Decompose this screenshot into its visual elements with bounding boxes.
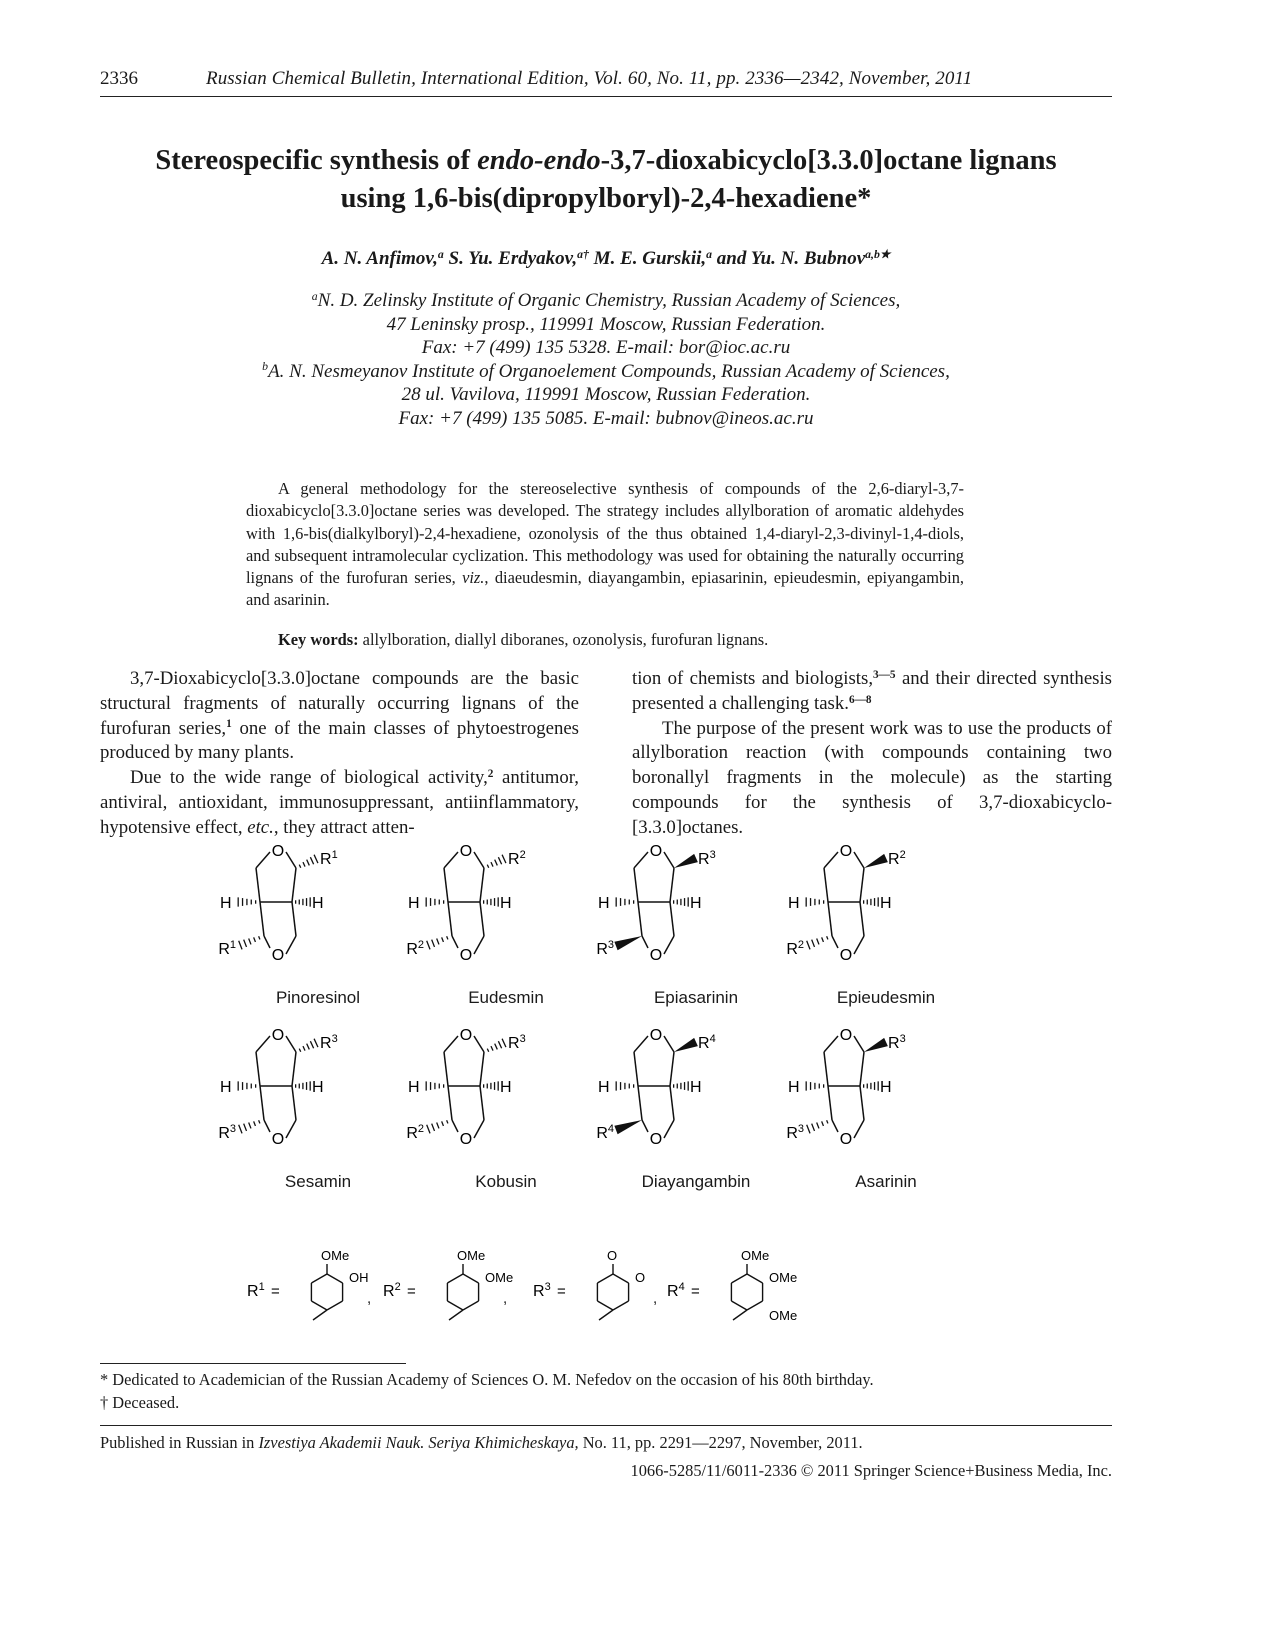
abstract: A general methodology for the stereoselective synthesis of compounds of the 2,6-diaryl-3,7-dioxabicyclo[3.3.0]octane series was developed. The strategy includes allylboration of aromatic aldehydes with 1,6-bis(dialkylboryl)-2,4-hexadiene, ozonolysis of the thus obtained 1,4-diaryl-2,3-divinyl-1,4-diols, and subsequent intramolecular cyclization. This methodology was used for obtaining the naturally occurring lignans of the furofuran series, viz., diaeudesmin, diayangambin, epiasarinin, epieudesmin, epiyangambin, and asarinin. [246, 479, 964, 610]
stereo-wedge-bond [864, 854, 888, 868]
stereo-hash-bond [238, 1081, 255, 1090]
oxygen-atom: O [839, 1131, 853, 1148]
substituent-group: OMe [769, 1270, 798, 1285]
compound-name: Kobusin [475, 1172, 537, 1191]
hydrogen-atom: H [788, 895, 800, 912]
stereo-hash-bond [296, 1081, 311, 1090]
hydrogen-atom: H [690, 1079, 702, 1096]
oxygen-atom: O [649, 1131, 663, 1148]
compound-name: Eudesmin [468, 988, 544, 1007]
r-group-label: $R^3$ [596, 939, 614, 958]
hydrogen-atom: H [880, 1079, 892, 1096]
equals-sign: = [557, 1283, 566, 1300]
stereo-hash-bond [616, 897, 633, 906]
oxygen-atom: O [839, 947, 853, 964]
r-group-label: $R^3$ [698, 849, 716, 868]
hydrogen-atom: H [220, 1079, 232, 1096]
r-group-label: $R^1$ [247, 1281, 265, 1300]
footnote-dedication: * Dedicated to Academician of the Russian Academy of Sciences O. M. Nefedov on the occasion of his 80th birthday. [100, 1370, 874, 1389]
bicyclic-structure [200, 1014, 400, 1174]
bicyclic-structure [578, 1014, 778, 1174]
paragraph: 3,7-Dioxabicyclo[3.3.0]octane compounds are the basic structural fragments of naturally occurring lignans of the furofuran series,$^1$ one of the main classes of phytoestrogenes produced by many plants. [100, 668, 579, 764]
footnote-deceased: † Deceased. [100, 1393, 180, 1412]
r-group-label: $R^2$ [786, 939, 804, 958]
compound-name: Epiasarinin [653, 988, 739, 1007]
stereo-hash-bond [239, 1120, 260, 1133]
stereo-wedge-bond [614, 1120, 642, 1134]
substituent-group: OMe [485, 1270, 514, 1285]
compound-name: Asarinin [855, 1172, 917, 1191]
separator-comma: , [367, 1290, 372, 1307]
hydrogen-atom: H [500, 1079, 512, 1096]
stereo-wedge-bond [864, 1038, 888, 1052]
hydrogen-atom: H [408, 1079, 420, 1096]
stereo-hash-bond [807, 1120, 828, 1133]
page-number: 2336 [100, 68, 138, 89]
body-left-column [100, 667, 579, 841]
stereo-hash-bond [296, 897, 311, 906]
publication-note: Published in Russian in Izvestiya Akademii Nauk. Seriya Khimicheskaya, No. 11, pp. 2291—2297, November, 2011. [100, 1433, 863, 1452]
r-group-label: $R^2$ [508, 849, 526, 868]
oxygen-atom: O [649, 947, 663, 964]
stereo-hash-bond [487, 855, 506, 868]
hydrogen-atom: H [500, 895, 512, 912]
compound-name: Diayangambin [641, 1172, 751, 1191]
equals-sign: = [407, 1283, 416, 1300]
oxygen-atom: O [459, 1131, 473, 1148]
r-group-label: $R^4$ [596, 1123, 614, 1142]
substituent-group: O [635, 1270, 646, 1285]
hydrogen-atom: H [312, 895, 324, 912]
bicyclic-structure [768, 830, 968, 990]
stereo-hash-bond [427, 1120, 448, 1133]
oxygen-atom: O [459, 1027, 473, 1044]
substituent-structure [381, 1248, 531, 1338]
stereo-hash-bond [484, 897, 499, 906]
substituent-structure [531, 1248, 681, 1338]
stereo-hash-bond [426, 1081, 443, 1090]
substituent-group: O [607, 1248, 618, 1263]
oxygen-atom: O [649, 843, 663, 860]
paragraph: The purpose of the present work was to use the products of allylboration reaction (with compounds containing two boronallyl fragments in the molecule) as the starting compounds for the synthesis of 3,7-dioxabicyclo-[3.3.0]octanes. [632, 717, 1112, 838]
stereo-wedge-bond [674, 854, 698, 868]
stereo-hash-bond [427, 936, 448, 949]
hydrogen-atom: H [598, 895, 610, 912]
authors: A. N. Anfimov,$^a$ S. Yu. Erdyakov,$^{a\dagger}$ M. E. Gurskii,$^a$ and Yu. N. Bubnov$^{a,b★}$ [321, 247, 891, 269]
body-right-column [632, 667, 1112, 841]
hydrogen-atom: H [690, 895, 702, 912]
equals-sign: = [271, 1283, 280, 1300]
r-group-label: $R^3$ [888, 1033, 906, 1052]
bicyclic-structure [388, 830, 588, 990]
stereo-hash-bond [864, 1081, 879, 1090]
oxygen-atom: O [271, 1027, 285, 1044]
stereo-hash-bond [806, 1081, 823, 1090]
oxygen-atom: O [459, 843, 473, 860]
hydrogen-atom: H [788, 1079, 800, 1096]
r-group-label: $R^2$ [888, 849, 906, 868]
stereo-hash-bond [674, 1081, 689, 1090]
separator-comma: , [503, 1290, 508, 1307]
stereo-hash-bond [299, 1039, 318, 1052]
r-group-label: $R^3$ [218, 1123, 236, 1142]
oxygen-atom: O [649, 1027, 663, 1044]
stereo-hash-bond [484, 1081, 499, 1090]
r-group-label: $R^3$ [786, 1123, 804, 1142]
stereo-hash-bond [674, 897, 689, 906]
stereo-hash-bond [616, 1081, 633, 1090]
stereo-hash-bond [238, 897, 255, 906]
stereo-hash-bond [487, 1039, 506, 1052]
oxygen-atom: O [271, 947, 285, 964]
paragraph: tion of chemists and biologists,$^{3—5}$ and their directed synthesis presented a challenging task.$^{6—8}$ [632, 668, 1112, 714]
stereo-hash-bond [299, 855, 318, 868]
author-name: M. E. Gurskii, [588, 248, 707, 269]
r-group-label: $R^3$ [320, 1033, 338, 1052]
stereo-hash-bond [239, 936, 260, 949]
stereo-hash-bond [807, 936, 828, 949]
oxygen-atom: O [271, 843, 285, 860]
hydrogen-atom: H [408, 895, 420, 912]
r-group-label: $R^4$ [698, 1033, 716, 1052]
header-rule [100, 96, 1112, 97]
r-group-label: $R^2$ [383, 1281, 401, 1300]
stereo-hash-bond [426, 897, 443, 906]
r-group-label: $R^2$ [406, 1123, 424, 1142]
substituent-group: OMe [741, 1248, 770, 1263]
substituent-group: OMe [769, 1308, 798, 1323]
hydrogen-atom: H [220, 895, 232, 912]
author-name: S. Yu. Erdyakov, [443, 248, 578, 269]
stereo-wedge-bond [614, 936, 642, 950]
r-group-label: $R^3$ [508, 1033, 526, 1052]
oxygen-atom: O [839, 843, 853, 860]
stereo-wedge-bond [674, 1038, 698, 1052]
bicyclic-structure [578, 830, 778, 990]
r-group-label: $R^1$ [218, 939, 236, 958]
substituent-group: OMe [457, 1248, 486, 1263]
paragraph: Due to the wide range of biological activity,$^2$ antitumor, antiviral, antioxidant, immunosuppressant, antiinflammatory, hypotensive effect, etc., they attract atten- [100, 767, 579, 838]
oxygen-atom: O [459, 947, 473, 964]
compound-name: Epieudesmin [836, 988, 936, 1007]
bicyclic-structure [388, 1014, 588, 1174]
bicyclic-structure [200, 830, 400, 990]
copyright-line: 1066-5285/11/6011-2336 © 2011 Springer Science+Business Media, Inc. [630, 1461, 1112, 1480]
footnote-rule [100, 1363, 406, 1364]
compound-name: Pinoresinol [275, 988, 361, 1007]
substituent-structure [665, 1248, 815, 1338]
separator-comma: , [653, 1290, 658, 1307]
author-name: A. N. Anfimov, [321, 248, 438, 269]
author-name: and Yu. N. Bubnov [712, 248, 866, 269]
keywords: Key words: allylboration, diallyl diboranes, ozonolysis, furofuran lignans. [278, 630, 769, 649]
publication-rule [100, 1425, 1112, 1426]
hydrogen-atom: H [598, 1079, 610, 1096]
journal-header: Russian Chemical Bulletin, International Edition, Vol. 60, No. 11, pp. 2336—2342, November, 2011 [206, 68, 973, 89]
stereo-hash-bond [806, 897, 823, 906]
affiliation-a: $^a$N. D. Zelinsky Institute of Organic Chemistry, Russian Academy of Sciences, 47 Leninsky prosp., 119991 Moscow, Russian Federation. Fax: +7 (499) 135 5328. E-mail: bor@ioc.ac.ru $^b$A. N. Nesmeyanov Institute of Organoelement Compounds, Russian Academy of Sciences, 28 ul. Vavilova, 119991 Moscow, Russian Federation. Fax: +7 (499) 135 5085. E-mail: bubnov@ineos.ac.ru [262, 289, 950, 429]
oxygen-atom: O [839, 1027, 853, 1044]
oxygen-atom: O [271, 1131, 285, 1148]
r-group-label: $R^1$ [320, 849, 338, 868]
substituent-structure [245, 1248, 395, 1338]
hydrogen-atom: H [880, 895, 892, 912]
substituent-group: OMe [321, 1248, 350, 1263]
r-group-label: $R^3$ [533, 1281, 551, 1300]
bicyclic-structure [768, 1014, 968, 1174]
equals-sign: = [691, 1283, 700, 1300]
r-group-label: $R^2$ [406, 939, 424, 958]
article-title: Stereospecific synthesis of endo-endo-3,7-dioxabicyclo[3.3.0]octane lignans using 1,6-bis(dipropylboryl)-2,4-hexadiene* [155, 145, 1057, 214]
compound-name: Sesamin [284, 1172, 352, 1191]
hydrogen-atom: H [312, 1079, 324, 1096]
substituent-group: OH [349, 1270, 369, 1285]
r-group-label: $R^4$ [667, 1281, 685, 1300]
stereo-hash-bond [864, 897, 879, 906]
